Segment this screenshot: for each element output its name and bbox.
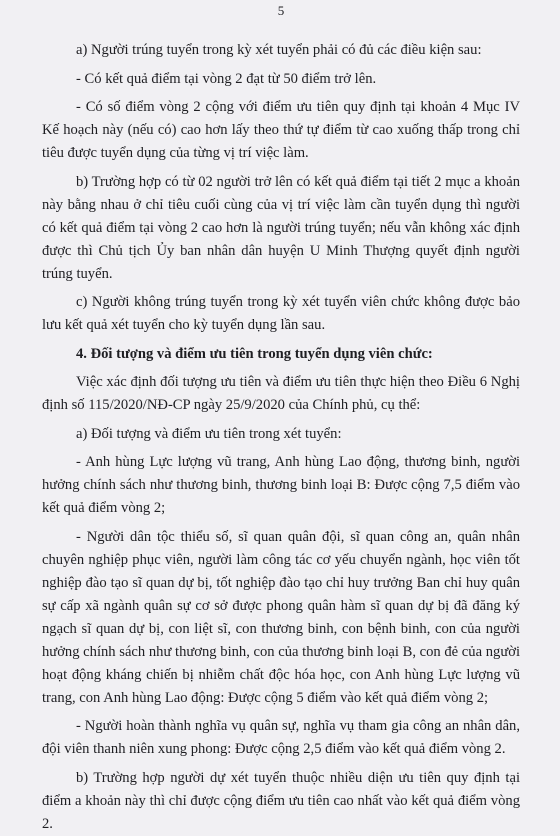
paragraph-priority-5: - Người dân tộc thiểu số, sĩ quan quân đội, sĩ quan công an, quân nhân chuyên nghiệp phục viên, người làm công tác cơ yếu chuyển ngành, học viên tốt nghiệp đào tạo sĩ quan dự bị, tốt nghiệp đào tạo chỉ huy trưởng Ban chỉ huy quân sự cấp xã ngành quân sự cơ sở được phong quân hàm sĩ quan dự bị đã đăng ký ngạch sĩ quan dự bị, con liệt sĩ, con thương binh, con bệnh binh, con của người hưởng chính sách như thương binh, con của thương binh loại B, con đẻ của người hoạt động kháng chiến bị nhiễm chất độc hóa học, con Anh hùng Lực lượng vũ trang, con Anh hùng Lao động: Được cộng 5 điểm vào kết quả điểm vòng 2; (42, 528, 520, 706)
paragraph-a-conditions: a) Người trúng tuyển trong kỳ xét tuyển phải có đủ các điều kiện sau: (76, 42, 482, 58)
paragraph-condition-2: - Có số điểm vòng 2 cộng với điểm ưu tiên quy định tại khoản 4 Mục IV Kế hoạch này (nếu có) cao hơn lấy theo thứ tự điểm từ cao xuống thấp trong chỉ tiêu được tuyển dụng của từng vị trí việc làm. (42, 99, 520, 161)
paragraph-b-multiple-priority: b) Trường hợp người dự xét tuyển thuộc nhiều diện ưu tiên quy định tại điểm a khoản này thì chỉ được cộng điểm ưu tiên cao nhất vào kết quả điểm vòng 2. (42, 769, 520, 832)
paragraph-a-priority-subjects: a) Đối tượng và điểm ưu tiên trong xét tuyển: (76, 425, 342, 442)
paragraph-b-tie-rule: b) Trường hợp có từ 02 người trở lên có kết quả điểm tại tiết 2 mục a khoản này bằng nhau ở chỉ tiêu cuối cùng của vị trí việc làm cần tuyển dụng thì người có kết quả điểm tại vòng 2 cao hơn là người trúng tuyển; nếu vẫn không xác định được thì Chủ tịch Ủy ban nhân dân huyện U Minh Thượng quyết định người trúng tuyển. (42, 173, 520, 282)
paragraph-priority-basis: Việc xác định đối tượng ưu tiên và điểm ưu tiên thực hiện theo Điều 6 Nghị định số 115/2020/NĐ-CP ngày 25/9/2020 của Chính phủ, cụ thể: (42, 374, 520, 413)
paragraph-c-no-reservation: c) Người không trúng tuyển trong kỳ xét tuyển viên chức không được bảo lưu kết quả xét tuyển cho kỳ tuyển dụng lần sau. (42, 294, 520, 333)
section-heading-priority: 4. Đối tượng và điểm ưu tiên trong tuyển dụng viên chức: (76, 345, 433, 362)
page-number: 5 (277, 3, 285, 18)
paragraph-priority-2-5: - Người hoàn thành nghĩa vụ quân sự, nghĩa vụ tham gia công an nhân dân, đội viên thanh niên xung phong: Được cộng 2,5 điểm vào kết quả điểm vòng 2. (42, 718, 520, 757)
paragraph-condition-1: - Có kết quả điểm tại vòng 2 đạt từ 50 điểm trở lên. (76, 70, 377, 87)
paragraph-priority-7-5: - Anh hùng Lực lượng vũ trang, Anh hùng Lao động, thương binh, người hưởng chính sách như thương binh, thương binh loại B: Được cộng 7,5 điểm vào kết quả điểm vòng 2; (42, 454, 520, 516)
